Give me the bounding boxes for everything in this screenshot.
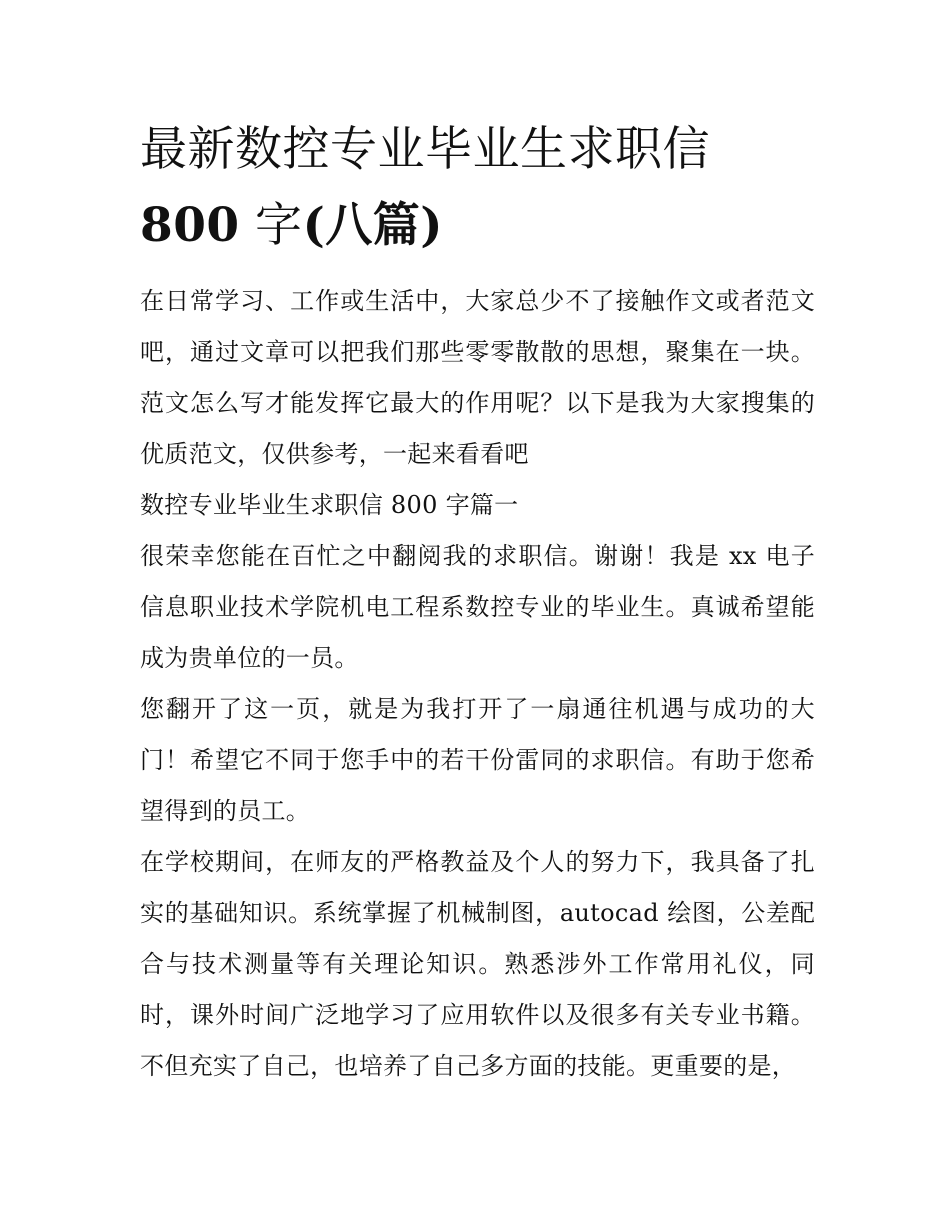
section-heading: 数控专业毕业生求职信 800 字篇一 [140,491,519,519]
title-unit: 字 [239,198,303,253]
document-title [140,112,815,264]
document-page [140,112,815,1092]
body-paragraph: 您翻开了这一页，就是为我打开了一扇通往机遇与成功的大门！希望它不同于您手中的若干份雷同的求职信。有助于您希望得到的员工。 [140,695,815,825]
body-paragraph: 在学校期间，在师友的严格教益及个人的努力下，我具备了扎实的基础知识。系统掌握了机械制图，autocad 绘图，公差配合与技术测量等有关理论知识。熟悉涉外工作常用礼仪，同时，课外时间广泛地学习了应用软件以及很多有关专业书籍。不但充实了自己，也培养了自己多方面的技能。更重要的是， [140,848,815,1080]
title-count: (八篇) [302,198,444,253]
intro-paragraph: 在日常学习、工作或生活中，大家总少不了接触作文或者范文吧，通过文章可以把我们那些零零散散的思想，聚集在一块。范文怎么写才能发挥它最大的作用呢？以下是我为大家搜集的优质范文，仅供参考，一起来看看吧 [140,287,815,468]
title-line-1: 最新数控专业毕业生求职信 [140,122,710,177]
title-number: 800 [140,198,240,253]
body-paragraph: 很荣幸您能在百忙之中翻阅我的求职信。谢谢！我是 xx 电子信息职业技术学院机电工程系数控专业的毕业生。真诚希望能成为贵单位的一员。 [140,542,815,672]
